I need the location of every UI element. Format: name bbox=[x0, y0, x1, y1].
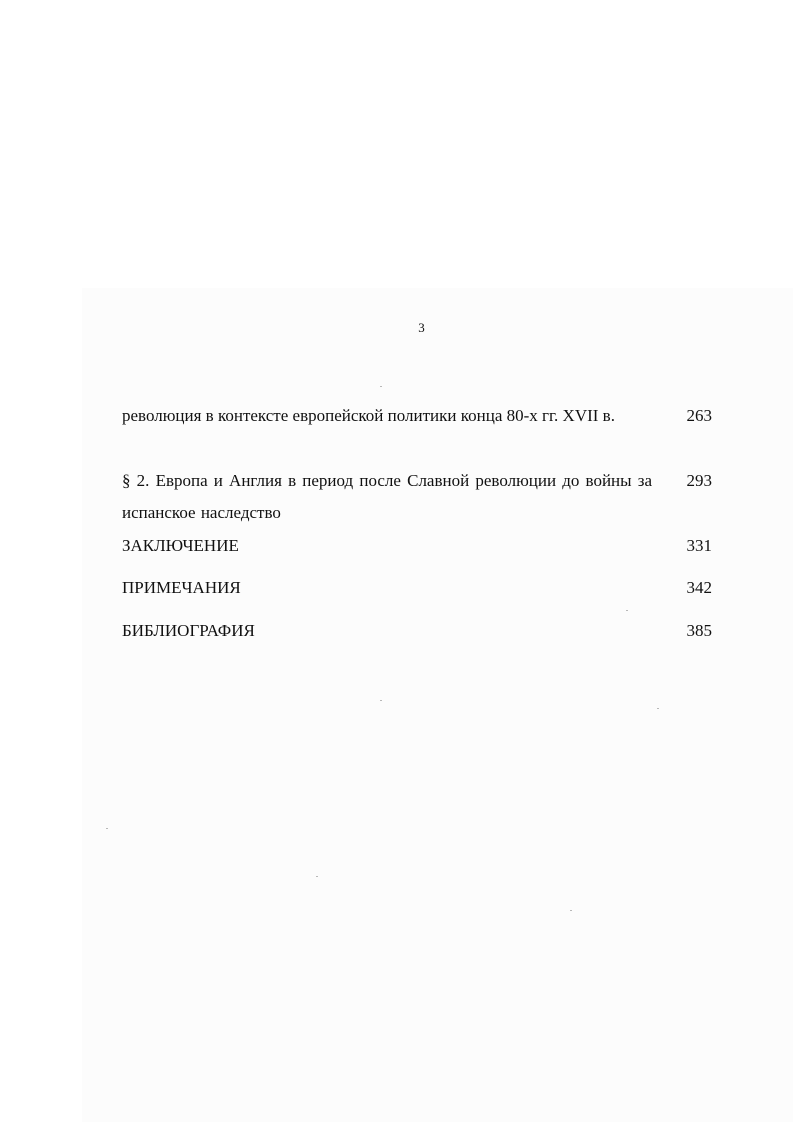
toc-entry-page: 263 bbox=[686, 406, 712, 425]
toc-entry-title: революция в контексте европейской политики конца 80-х гг. XVII в. bbox=[122, 406, 615, 425]
scan-speck bbox=[570, 910, 572, 911]
toc-entry bbox=[122, 615, 712, 647]
toc-entry bbox=[122, 465, 712, 530]
scan-speck bbox=[106, 828, 108, 829]
toc-entry-title: ПРИМЕЧАНИЯ bbox=[122, 578, 241, 597]
toc-entry-page: 385 bbox=[686, 621, 712, 640]
scan-speck bbox=[316, 876, 318, 877]
scan-speck bbox=[657, 708, 659, 709]
toc-entry bbox=[122, 530, 712, 572]
toc-entry-page: 293 bbox=[686, 471, 712, 490]
toc-entry-page: 342 bbox=[686, 578, 712, 597]
toc-entry-title: § 2. Европа и Англия в период после Славной революции до войны за испанское наследство bbox=[122, 471, 652, 522]
toc-entry bbox=[122, 572, 712, 615]
toc-entry-title: ЗАКЛЮЧЕНИЕ bbox=[122, 536, 239, 555]
toc-entry-page: 331 bbox=[686, 536, 712, 555]
scan-speck bbox=[380, 700, 382, 701]
scan-speck bbox=[380, 386, 382, 387]
page-number: 3 bbox=[418, 320, 425, 335]
table-of-contents bbox=[122, 400, 712, 647]
scan-speck bbox=[626, 610, 628, 611]
toc-entry-title: БИБЛИОГРАФИЯ bbox=[122, 621, 255, 640]
toc-entry bbox=[122, 400, 712, 465]
